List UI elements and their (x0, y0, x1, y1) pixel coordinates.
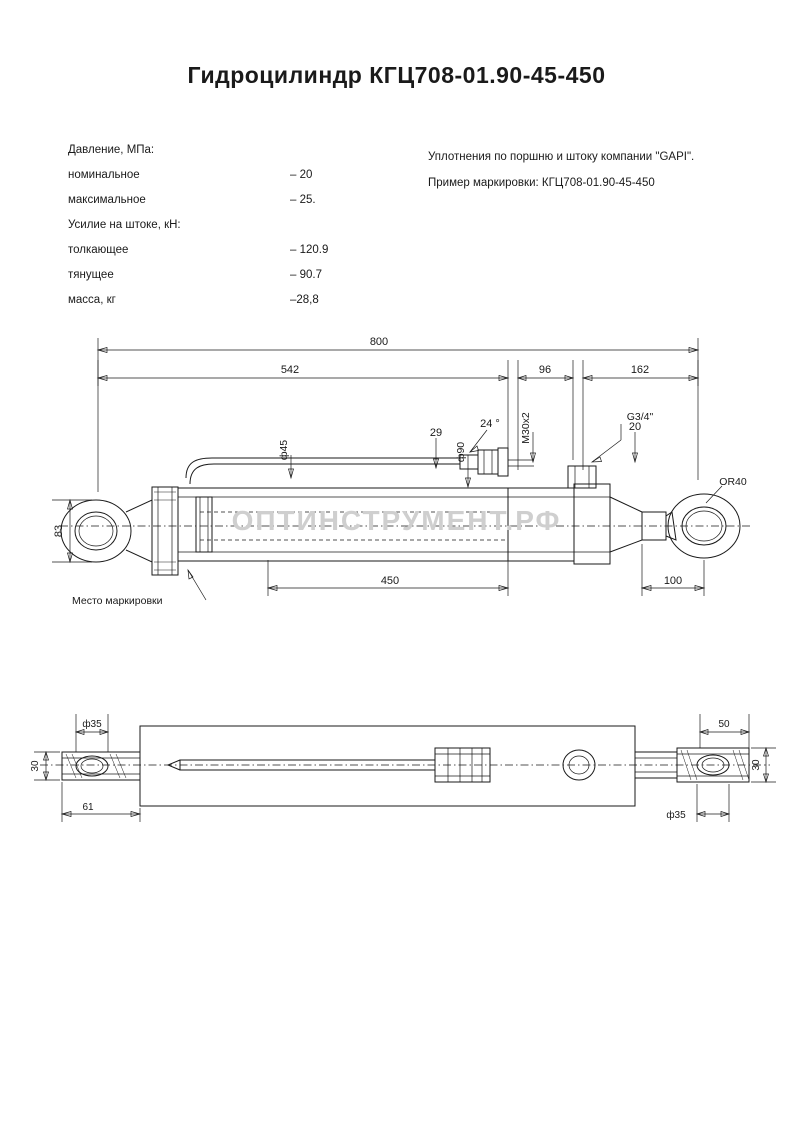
label-eye-radius (706, 476, 747, 503)
dim-value-162: 162 (630, 364, 650, 376)
dimension-stroke (268, 560, 508, 596)
dim-value-50: 50 (718, 719, 730, 730)
dimension-left-boss-length (62, 782, 140, 822)
dimension-right-eye-width (751, 748, 776, 782)
dimension-chamfer-angle (470, 418, 500, 452)
watermark: ОПТИНСТРУМЕНТ.РФ (231, 505, 562, 536)
dim-value-phi35-left: ф35 (82, 719, 102, 730)
spec-label: Усилие на штоке, кН: (68, 219, 181, 231)
dimension-right-eye-width-top (700, 714, 749, 748)
dim-value-450: 450 (380, 575, 400, 587)
label-rod-diameter (278, 440, 294, 478)
spec-value: – 25. (290, 194, 316, 206)
dim-value-30-left: 30 (30, 760, 41, 772)
label-g34: G3/4" (626, 411, 654, 423)
spec-label: максимальное (68, 194, 146, 206)
spec-label: толкающее (68, 244, 129, 256)
dimension-pin-bore-left (76, 714, 108, 752)
spec-value: – 120.9 (290, 244, 329, 256)
cylinder-assembly-main (60, 448, 750, 575)
dim-value-24: 24 ° (480, 418, 500, 430)
dimension-mount-height (52, 500, 92, 562)
dim-value-96: 96 (538, 364, 552, 376)
dim-value-61: 61 (82, 802, 94, 813)
spec-value: – 90.7 (290, 269, 322, 281)
dim-value-20: 20 (628, 421, 642, 433)
label-marking-place-text: Место маркировки (72, 595, 163, 607)
page-title: Гидроцилиндр КГЦ708-01.90-45-450 (187, 62, 606, 88)
dimension-pin-bore-right (666, 784, 729, 822)
label-thread-rod-end (520, 412, 536, 462)
label-marking-place (72, 570, 206, 607)
dim-value-83: 83 (53, 524, 65, 538)
spec-label: тянущее (68, 269, 114, 281)
dimension-eye-offset (642, 544, 704, 596)
dim-value-29: 29 (429, 427, 443, 439)
spec-label: масса, кг (68, 294, 116, 306)
dim-value-800: 800 (369, 336, 389, 348)
spec-label: Давление, МПа: (68, 144, 155, 156)
dimension-body-length (98, 360, 508, 470)
label-or40: OR40 (719, 476, 747, 488)
dim-value-30-right: 30 (751, 759, 762, 771)
label-phi45: ф45 (278, 439, 290, 461)
label-port-thread (592, 411, 654, 462)
dim-value-542: 542 (280, 364, 300, 376)
spec-label: номинальное (68, 169, 140, 181)
note-line: Уплотнения по поршню и штоку компании "GAPI". (428, 151, 695, 163)
note-line: Пример маркировки: КГЦ708-01.90-45-450 (428, 177, 655, 189)
dim-value-100: 100 (663, 575, 683, 587)
dim-value-phi35-right: ф35 (666, 810, 686, 821)
label-m30x2: M30x2 (520, 412, 532, 444)
label-phi90: ф90 (455, 441, 467, 463)
cylinder-assembly-top-view (40, 726, 770, 806)
spec-value: –28,8 (290, 294, 319, 306)
dimension-port-spacing (430, 427, 442, 468)
dimension-port-offset (629, 421, 641, 462)
dimension-left-eye-width (30, 752, 60, 780)
spec-value: – 20 (290, 169, 313, 181)
